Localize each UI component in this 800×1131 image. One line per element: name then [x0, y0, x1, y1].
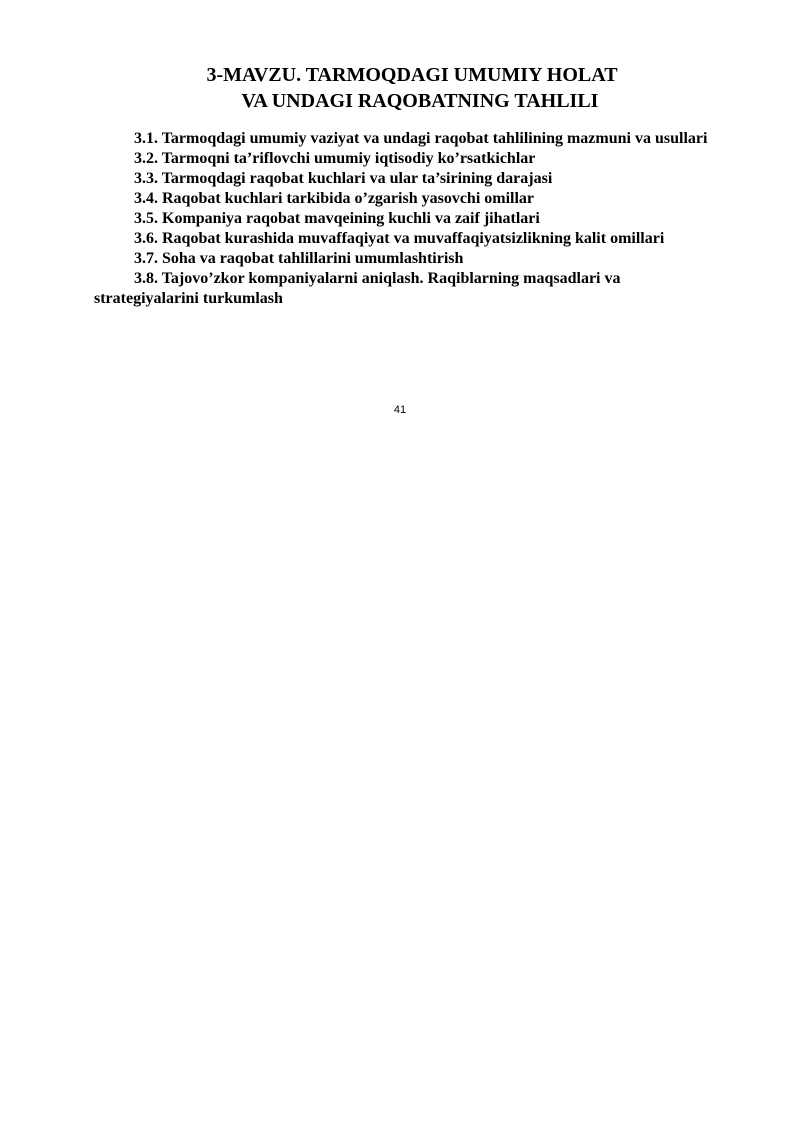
toc-item-3-3: 3.3. Tarmoqdagi raqobat kuchlari va ular ta’sirining darajasi [134, 170, 553, 187]
chapter-title [0, 62, 800, 114]
page-number: 41 [393, 404, 407, 416]
toc-item-3-6: 3.6. Raqobat kurashida muvaffaqiyat va muvaffaqiyatsizlikning kalit omillari [134, 230, 665, 247]
chapter-title-line-2: VA UNDAGI RAQOBATNING TAHLILI [241, 90, 599, 112]
chapter-title-line-1: 3-MAVZU. TARMOQDAGI UMUMIY HOLAT [206, 64, 618, 86]
toc-item-3-4: 3.4. Raqobat kuchlari tarkibida o’zgarish yasovchi omillar [134, 190, 535, 207]
table-of-contents [94, 129, 714, 309]
toc-item-3-8: 3.8. Tajovo’zkor kompaniyalarni aniqlash. Raqiblarning maqsadlari va strategiyalarini turkumlash [94, 270, 621, 307]
toc-item-3-5: 3.5. Kompaniya raqobat mavqeining kuchli va zaif jihatlari [134, 210, 540, 227]
toc-item-3-1: 3.1. Tarmoqdagi umumiy vaziyat va undagi raqobat tahlilining mazmuni va usullari [134, 130, 708, 147]
toc-item-3-7: 3.7. Soha va raqobat tahlillarini umumlashtirish [134, 250, 464, 267]
toc-item-3-2: 3.2. Tarmoqni ta’riflovchi umumiy iqtisodiy ko’rsatkichlar [134, 150, 536, 167]
